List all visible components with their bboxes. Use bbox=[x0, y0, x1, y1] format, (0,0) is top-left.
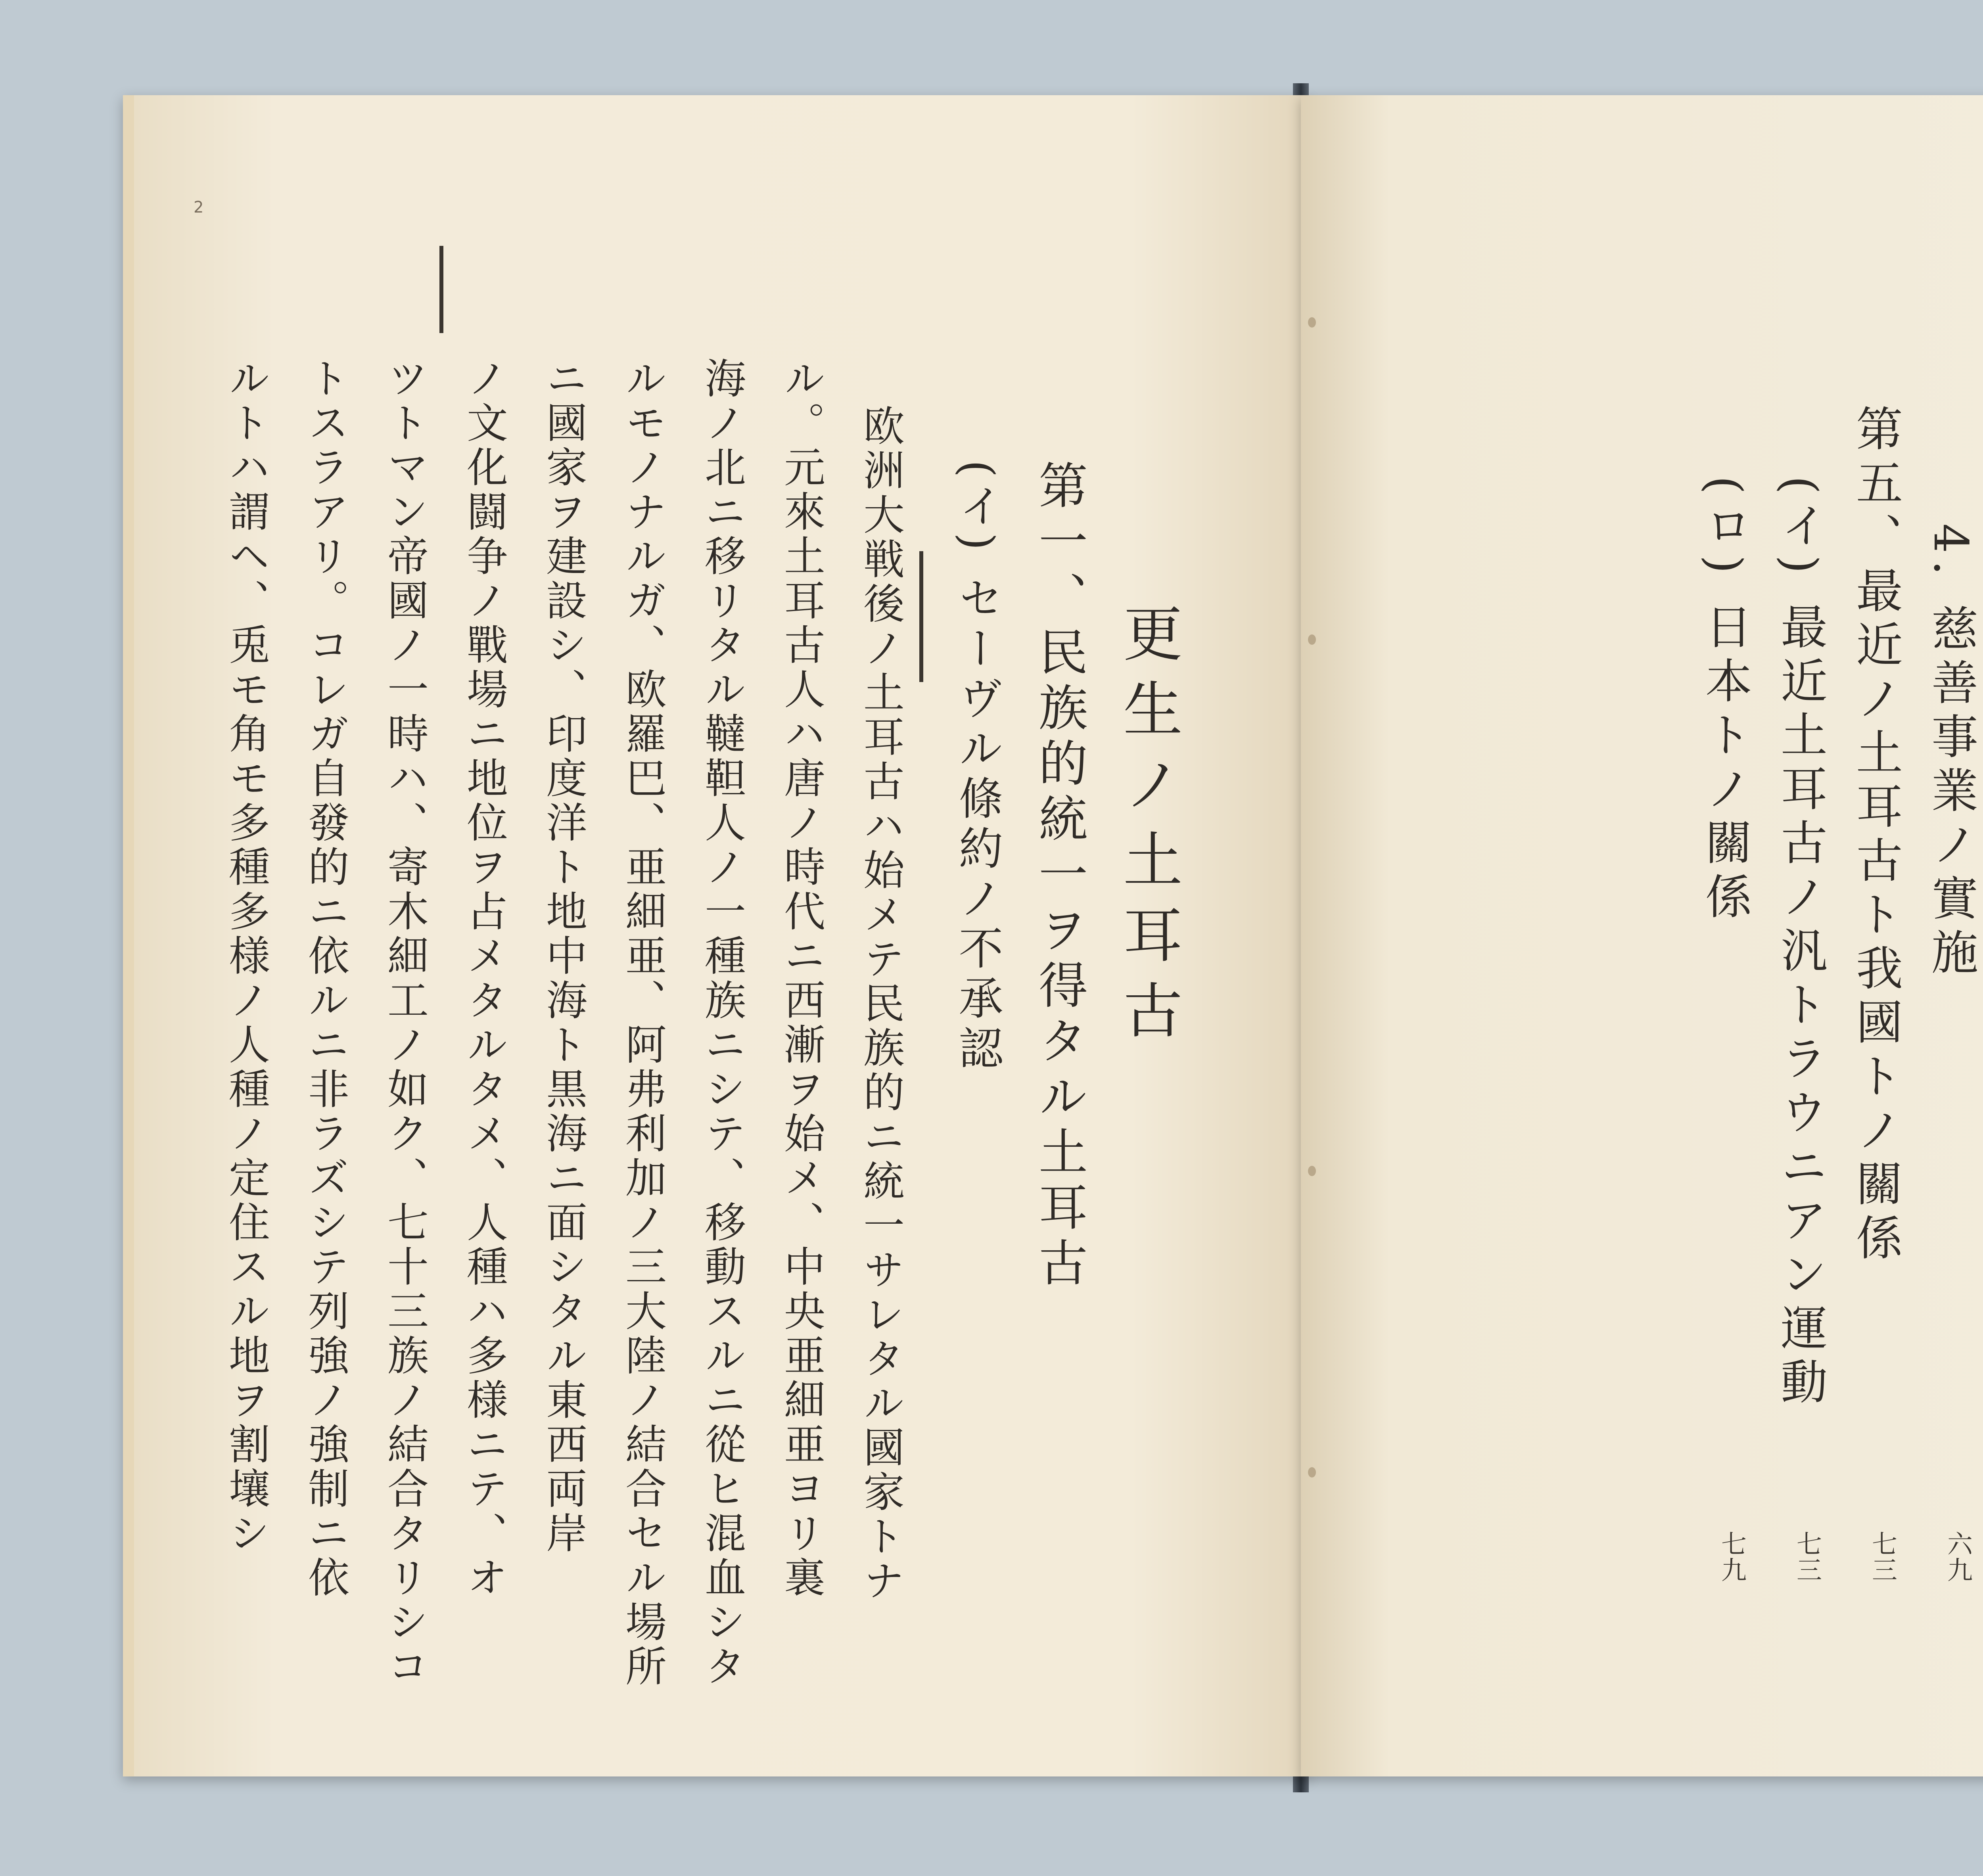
body-column: ツトマン帝國ノ一時ハ、寄木細工ノ如ク、七十三族ノ結合タリシコ bbox=[380, 357, 429, 1689]
body-column: ルモノナルガ、欧羅巴、亜細亜、阿弗利加ノ三大陸ノ結合セル場所 bbox=[618, 357, 667, 1689]
body-column: ノ文化闘争ノ戰場ニ地位ヲ占メタルタメ、人種ハ多様ニテ、オ bbox=[460, 357, 508, 1600]
sideline-mark bbox=[919, 551, 923, 682]
toc-page-number: 六九 bbox=[1943, 1531, 1972, 1583]
body-column: ニ國家ヲ建設シ、印度洋ト地中海ト黒海ニ面シタル東西両岸 bbox=[539, 357, 587, 1556]
toc-item: 第五、最近ノ土耳古ト我國トノ關係 bbox=[1848, 404, 1903, 1267]
body-column: ル。元來土耳古人ハ唐ノ時代ニ西漸ヲ始メ、中央亜細亜ヨリ裏 bbox=[777, 357, 825, 1600]
sideline-mark bbox=[439, 246, 443, 333]
toc-page-number: 七九 bbox=[1717, 1531, 1746, 1583]
subsection-heading: (イ) セーヴル條約ノ不承認 bbox=[951, 460, 1003, 1075]
toc-item: (イ) 最近土耳古ノ汎トラウニアン運動 bbox=[1773, 476, 1828, 1412]
body-column: トスラアリ。コレガ自發的ニ依ルニ非ラズシテ列強ノ強制ニ依 bbox=[301, 357, 349, 1600]
binding-hole bbox=[1308, 1166, 1316, 1176]
left-page bbox=[123, 95, 1308, 1776]
binding-hole bbox=[1308, 317, 1316, 328]
body-column: 欧洲大戦後ノ土耳古ハ始メテ民族的ニ統一サレタル國家トナ bbox=[856, 404, 905, 1604]
right-page bbox=[1301, 95, 1983, 1776]
page-title: 更生ノ土耳古 bbox=[1113, 603, 1182, 1055]
page-mark: 2 bbox=[194, 198, 204, 217]
open-book bbox=[107, 95, 1983, 1776]
body-column: ルトハ謂ヘ、兎モ角モ多種多様ノ人種ノ定住スル地ヲ割壤シ bbox=[222, 357, 270, 1556]
toc-page-number: 七三 bbox=[1868, 1531, 1897, 1583]
binding-hole bbox=[1308, 1467, 1316, 1477]
binding-hole bbox=[1308, 634, 1316, 645]
toc-page-number: 七三 bbox=[1792, 1531, 1822, 1583]
body-column: 海ノ北ニ移リタル韃靼人ノ一種族ニシテ、移動スルニ從ヒ混血シタ bbox=[698, 357, 746, 1689]
toc-item: (ロ) 日本トノ關係 bbox=[1697, 476, 1752, 926]
toc-item: 4. 慈善事業ノ實施 bbox=[1924, 523, 1978, 982]
section-heading: 第一、民族的統一ヲ得タル土耳古 bbox=[1030, 460, 1087, 1293]
